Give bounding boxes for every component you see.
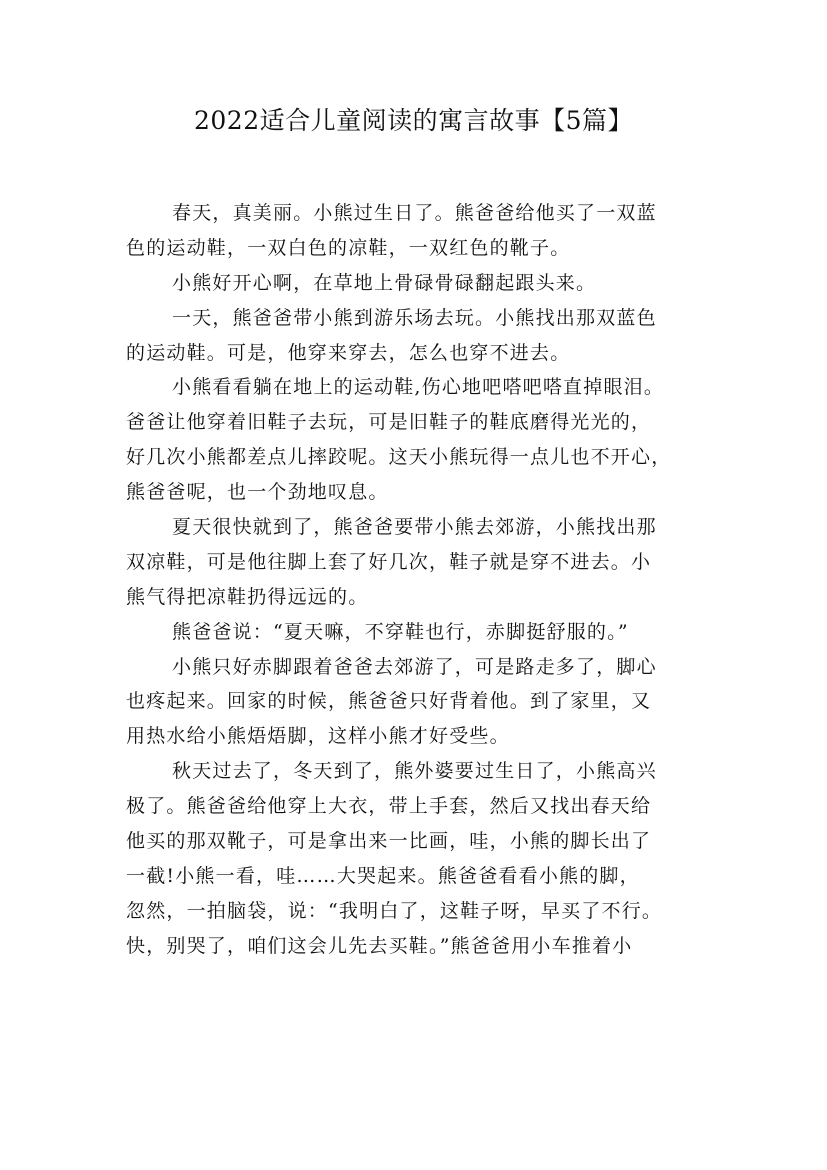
document-title: 2022适合儿童阅读的寓言故事【5篇】: [193, 106, 634, 135]
text-line: 秋天过去了，冬天到了，熊外婆要过生日了，小熊高兴: [172, 760, 657, 783]
text-line: 小熊看看躺在地上的运动鞋,伤心地吧嗒吧嗒直掉眼泪。: [172, 376, 665, 399]
text-line: 春天，真美丽。小熊过生日了。熊爸爸给他买了一双蓝: [172, 202, 657, 224]
text-line: 的运动鞋。可是，他穿来穿去，怎么也穿不进去。: [126, 341, 571, 364]
text-line: 也疼起来。回家的时候，熊爸爸只好背着他。到了家里，又: [126, 690, 652, 713]
text-line: 夏天很快就到了，熊爸爸要带小熊去郊游，小熊找出那: [172, 516, 657, 539]
text-line: 快，别哭了，咱们这会儿先去买鞋。”熊爸爸用小车推着小: [126, 934, 633, 957]
text-line: 忽然，一拍脑袋，说：“我明白了，这鞋子呀，早买了不行。: [126, 899, 663, 922]
text-line: 极了。熊爸爸给他穿上大衣，带上手套，然后又找出春天给: [126, 795, 652, 818]
text-line: 色的运动鞋，一双白色的凉鞋，一双红色的靴子。: [126, 236, 571, 259]
text-line: 好几次小熊都差点儿摔跤呢。这天小熊玩得一点儿也不开心，: [126, 446, 672, 469]
text-line: 小熊好开心啊，在草地上骨碌骨碌翻起跟头来。: [172, 271, 597, 294]
text-line: 他买的那双靴子，可是拿出来一比画，哇，小熊的脚长出了: [126, 830, 652, 853]
text-line: 熊气得把凉鞋扔得远远的。: [126, 585, 369, 608]
text-line: 熊爸爸说：“夏天嘛，不穿鞋也行，赤脚挺舒服的。”: [172, 620, 629, 643]
text-line: 爸爸让他穿着旧鞋子去玩，可是旧鞋子的鞋底磨得光光的，: [126, 411, 652, 434]
text-line: 双凉鞋，可是他往脚上套了好几次，鞋子就是穿不进去。小: [126, 550, 652, 573]
text-line: 小熊只好赤脚跟着爸爸去郊游了，可是路走多了，脚心: [172, 655, 657, 678]
text-line: 用热水给小熊焐焐脚，这样小熊才好受些。: [126, 725, 510, 748]
text-line: 熊爸爸呢，也一个劲地叹息。: [126, 481, 389, 504]
text-line: 一天，熊爸爸带小熊到游乐场去玩。小熊找出那双蓝色: [172, 306, 657, 329]
story-body: [126, 196, 716, 964]
text-line: 一截!小熊一看，哇……大哭起来。熊爸爸看看小熊的脚，: [126, 864, 640, 887]
